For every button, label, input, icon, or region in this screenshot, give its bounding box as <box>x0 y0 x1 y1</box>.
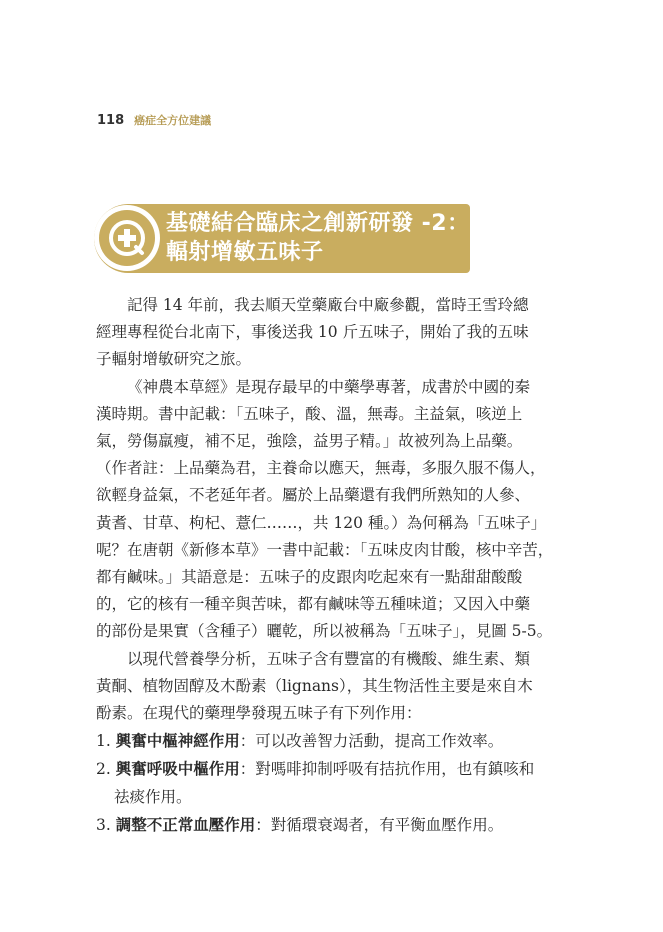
author-note-line: 黃耆、甘草、枸杞、薏仁……，共 120 種。）為何稱為「五味子」 <box>96 513 547 532</box>
list-item <box>96 755 574 810</box>
text-line: 子輻射增敏研究之旅。 <box>96 350 252 369</box>
text-line: 黃酮、植物固醇及木酚素（lignans），其生物活性主要是來自木 <box>96 676 533 695</box>
list-text: ：對循環衰竭者，有平衡血壓作用。 <box>255 815 504 834</box>
list-text: ：對嗎啡抑制呼吸有拮抗作用，也有鎮咳和 <box>239 760 535 779</box>
list-heading: 興奮呼吸中樞作用 <box>115 759 240 779</box>
list-number: 1. <box>96 732 111 751</box>
text-line: 酚素。在現代的藥理學發現五味子有下列作用： <box>96 704 422 723</box>
banner-badge <box>94 205 160 271</box>
plus-circle-icon <box>107 218 147 258</box>
list-text: ：可以改善智力活動，提高工作效率。 <box>239 732 504 751</box>
paragraph-3 <box>96 646 574 728</box>
running-title: 癌症全方位建議 <box>134 114 212 127</box>
text-line: 漢時期。書中記載：「五味子，酸、溫，無毒。主益氣，咳逆上 <box>96 404 523 423</box>
author-note-line: （作者註：上品藥為君，主養命以應天，無毒，多服久服不傷人， <box>96 459 546 478</box>
text-line: 《神農本草經》是現存最早的中藥學專著，成書於中國的秦 <box>127 377 531 396</box>
list-text-continued: 祛痰作用。 <box>114 787 192 806</box>
list-item <box>96 811 574 839</box>
section-title-line1: 基礎結合臨床之創新研發 -2： <box>166 211 470 236</box>
list-number: 3. <box>96 815 111 834</box>
list-item <box>96 727 574 755</box>
text-line: 呢？在唐朝《新修本草》一書中記載：「五味皮肉甘酸，核中辛苦， <box>96 540 554 559</box>
page-number: 118 <box>97 113 125 128</box>
list-heading: 興奮中樞神經作用 <box>115 731 240 751</box>
paragraph-2 <box>96 374 574 646</box>
author-note-line: 欲輕身益氣，不老延年者。屬於上品藥還有我們所熟知的人參、 <box>96 486 531 505</box>
paragraph-1 <box>96 292 574 374</box>
list-heading: 調整不正常血壓作用 <box>115 814 256 834</box>
list-number: 2. <box>96 760 111 779</box>
section-title <box>166 209 470 267</box>
text-line: 以現代營養學分析，五味子含有豐富的有機酸、維生素、類 <box>127 649 531 668</box>
text-line: 的，它的核有一種辛與苦味，都有鹹味等五種味道；又因入中藥 <box>96 595 531 614</box>
section-title-line2: 輻射增敏五味子 <box>166 240 324 265</box>
text-line: 的部份是果實（含種子）曬乾，所以被稱為「五味子」，見圖 5-5。 <box>96 622 553 641</box>
section-banner <box>94 204 470 273</box>
text-line: 記得 14 年前，我去順天堂藥廠台中廠參觀，當時王雪玲總 <box>127 296 529 314</box>
text-line: 都有鹹味。」其語意是：五味子的皮跟肉吃起來有一點甜甜酸酸 <box>96 568 523 587</box>
page-header <box>97 112 211 128</box>
body-text <box>96 292 574 839</box>
text-line: 氣，勞傷羸瘦，補不足，強陰，益男子精。」故被列為上品藥。 <box>96 432 523 451</box>
text-line: 經理專程從台北南下，事後送我 10 斤五味子，開始了我的五味 <box>96 323 529 342</box>
effects-list <box>96 727 574 839</box>
